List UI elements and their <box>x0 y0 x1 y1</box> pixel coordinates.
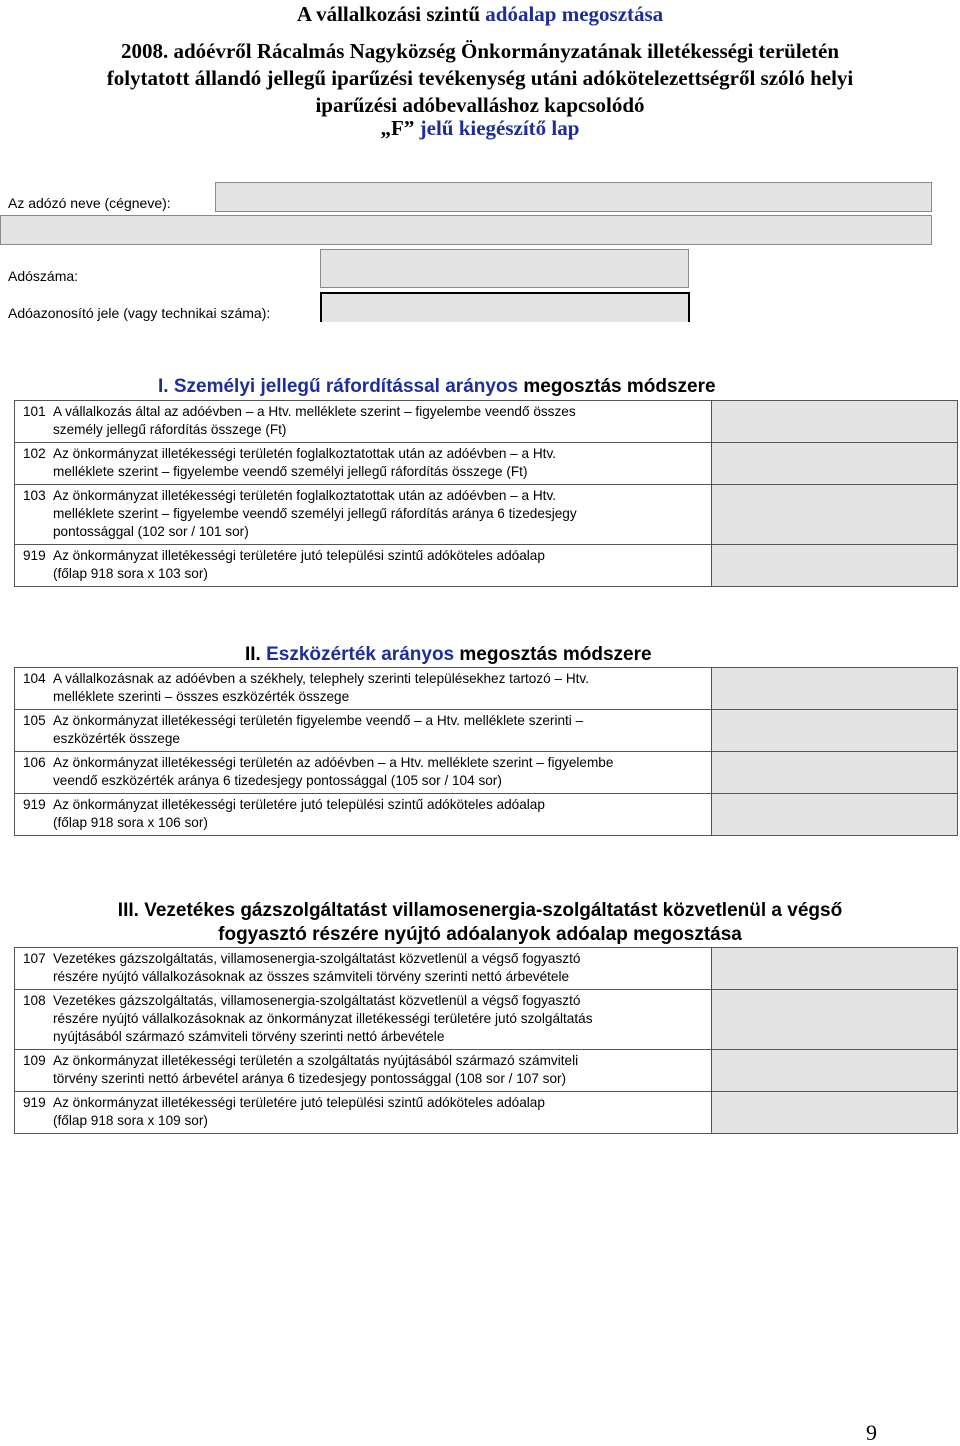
row-text: Az önkormányzat illetékességi területén foglalkoztatottak után az adóévben – a Htv. <box>53 488 557 503</box>
section-1-title-blue: I. Személyi jellegű ráfordítással arányos <box>158 376 519 397</box>
row-text: melléklete szerint – figyelembe veendő személyi jellegű ráfordítás aránya 6 tizedesjegy <box>53 506 577 521</box>
table-row <box>15 990 958 1050</box>
section-3-title <box>0 899 960 947</box>
row-text: Vezetékes gázszolgáltatás, villamosenergia-szolgáltatást közvetlenül a végső fogyasztó <box>53 993 581 1008</box>
row-106-value-input[interactable] <box>712 752 958 794</box>
row-text: nyújtásából származó számviteli törvény szerinti nettó árbevétele <box>53 1029 445 1044</box>
row-text: (főlap 918 sora x 106 sor) <box>53 815 208 830</box>
row-code: 919 <box>23 1095 46 1110</box>
row-code: 103 <box>23 488 46 503</box>
table-row <box>15 1092 958 1134</box>
row-code: 106 <box>23 755 46 770</box>
table-row <box>15 485 958 545</box>
row-919-value-input[interactable] <box>712 545 958 587</box>
table-row <box>15 710 958 752</box>
row-text: Az önkormányzat illetékességi területén a szolgáltatás nyújtásából származó számviteli <box>53 1053 579 1068</box>
row-text: melléklete szerinti – összes eszközérték összege <box>53 689 350 704</box>
table-row <box>15 752 958 794</box>
page-title <box>0 2 960 27</box>
row-102-label <box>15 443 712 485</box>
row-text: A vállalkozásnak az adóévben a székhely, telephely szerinti településekhez tartozó – Htv. <box>53 671 589 686</box>
row-text: Az önkormányzat illetékességi területén figyelembe veendő – a Htv. melléklete szerinti – <box>53 713 584 728</box>
row-107-label <box>15 948 712 990</box>
section-3-title-line: III. Vezetékes gázszolgáltatást villamosenergia-szolgáltatást közvetlenül a végső <box>117 900 843 921</box>
row-text: részére nyújtó vállalkozásoknak az összes számviteli törvény szerinti nettó árbevétele <box>53 969 570 984</box>
row-text: (főlap 918 sora x 109 sor) <box>53 1113 208 1128</box>
form-name-text: jelű kiegészítő lap <box>414 116 580 140</box>
row-919-label <box>15 794 712 836</box>
row-text: eszközérték összege <box>53 731 180 746</box>
row-text: Az önkormányzat illetékességi területére jutó települési szintű adóköteles adóalap <box>53 548 545 563</box>
row-101-label <box>15 401 712 443</box>
subhead-line: iparűzési adóbevalláshoz kapcsolódó <box>315 93 645 117</box>
row-text: részére nyújtó vállalkozásoknak az önkormányzat illetékességi területére jutó szolgáltatás <box>53 1011 593 1026</box>
section-1-title-plain: megosztás módszere <box>518 376 716 397</box>
row-105-value-input[interactable] <box>712 710 958 752</box>
row-code: 109 <box>23 1053 46 1068</box>
row-text: veendő eszközérték aránya 6 tizedesjegy pontossággal (105 sor / 104 sor) <box>53 773 502 788</box>
table-row <box>15 401 958 443</box>
row-text: törvény szerinti nettó árbevétel aránya 6 tizedesjegy pontossággal (108 sor / 107 sor) <box>53 1071 567 1086</box>
section-2-title-plain: II. <box>245 644 267 665</box>
section-1-table <box>14 400 958 587</box>
table-row <box>15 668 958 710</box>
row-code: 105 <box>23 713 46 728</box>
row-109-value-input[interactable] <box>712 1050 958 1092</box>
title-blue: adóalap megosztása <box>485 2 664 26</box>
subheading <box>0 38 960 119</box>
row-code: 101 <box>23 404 46 419</box>
row-106-label <box>15 752 712 794</box>
row-109-label <box>15 1050 712 1092</box>
row-107-value-input[interactable] <box>712 948 958 990</box>
tax-number-field[interactable] <box>320 249 689 288</box>
section-3-title-line: fogyasztó részére nyújtó adóalanyok adóalap megosztása <box>218 924 742 945</box>
row-108-value-input[interactable] <box>712 990 958 1050</box>
row-919-label <box>15 545 712 587</box>
form-name <box>0 116 960 141</box>
page-number: 9 <box>866 1420 877 1445</box>
row-104-value-input[interactable] <box>712 668 958 710</box>
form-letter: „F” <box>380 116 415 140</box>
tax-id-label: Adóazonosító jele (vagy technikai száma): <box>8 305 271 321</box>
row-text: pontossággal (102 sor / 101 sor) <box>53 524 249 539</box>
row-103-value-input[interactable] <box>712 485 958 545</box>
section-2-table <box>14 667 958 836</box>
row-919-label <box>15 1092 712 1134</box>
section-3-table <box>14 947 958 1134</box>
row-text: Az önkormányzat illetékességi területén az adóévben – a Htv. melléklete szerint – figyelembe <box>53 755 614 770</box>
row-108-label <box>15 990 712 1050</box>
row-code: 102 <box>23 446 46 461</box>
subhead-line: folytatott állandó jellegű iparűzési tevékenység utáni adókötelezettségről szóló helyi <box>106 66 854 90</box>
taxpayer-name-field[interactable] <box>215 182 932 212</box>
row-text: (főlap 918 sora x 103 sor) <box>53 566 208 581</box>
table-row <box>15 1050 958 1092</box>
row-code: 919 <box>23 797 46 812</box>
row-text: Az önkormányzat illetékességi területére jutó települési szintű adóköteles adóalap <box>53 797 545 812</box>
row-text: A vállalkozás által az adóévben – a Htv. melléklete szerint – figyelembe veendő összes <box>53 404 576 419</box>
section-2-title-blue: Eszközérték arányos <box>266 644 455 665</box>
section-2-title <box>245 644 652 666</box>
row-102-value-input[interactable] <box>712 443 958 485</box>
section-1-title <box>158 376 716 398</box>
table-row <box>15 545 958 587</box>
taxpayer-name-field-continued[interactable] <box>0 215 932 245</box>
row-104-label <box>15 668 712 710</box>
tax-id-field[interactable] <box>320 292 690 322</box>
row-919-value-input[interactable] <box>712 794 958 836</box>
section-2-title-plain-end: megosztás módszere <box>454 644 652 665</box>
row-105-label <box>15 710 712 752</box>
row-919-value-input[interactable] <box>712 1092 958 1134</box>
table-row <box>15 794 958 836</box>
table-row <box>15 948 958 990</box>
row-code: 919 <box>23 548 46 563</box>
row-code: 108 <box>23 993 46 1008</box>
row-text: személy jellegű ráfordítás összege (Ft) <box>53 422 287 437</box>
subhead-line: 2008. adóévről Rácalmás Nagyközség Önkormányzatának illetékességi területén <box>120 39 839 63</box>
row-text: Vezetékes gázszolgáltatás, villamosenergia-szolgáltatást közvetlenül a végső fogyasztó <box>53 951 581 966</box>
title-plain: A vállalkozási szintű <box>296 2 486 26</box>
row-text: Az önkormányzat illetékességi területére jutó települési szintű adóköteles adóalap <box>53 1095 545 1110</box>
row-103-label <box>15 485 712 545</box>
tax-number-label: Adószáma: <box>8 268 79 284</box>
row-101-value-input[interactable] <box>712 401 958 443</box>
table-row <box>15 443 958 485</box>
row-code: 107 <box>23 951 46 966</box>
row-text: Az önkormányzat illetékességi területén foglalkoztatottak után az adóévben – a Htv. <box>53 446 557 461</box>
row-code: 104 <box>23 671 46 686</box>
taxpayer-name-label: Az adózó neve (cégneve): <box>8 195 171 211</box>
row-text: melléklete szerint – figyelembe veendő személyi jellegű ráfordítás összege (Ft) <box>53 464 528 479</box>
